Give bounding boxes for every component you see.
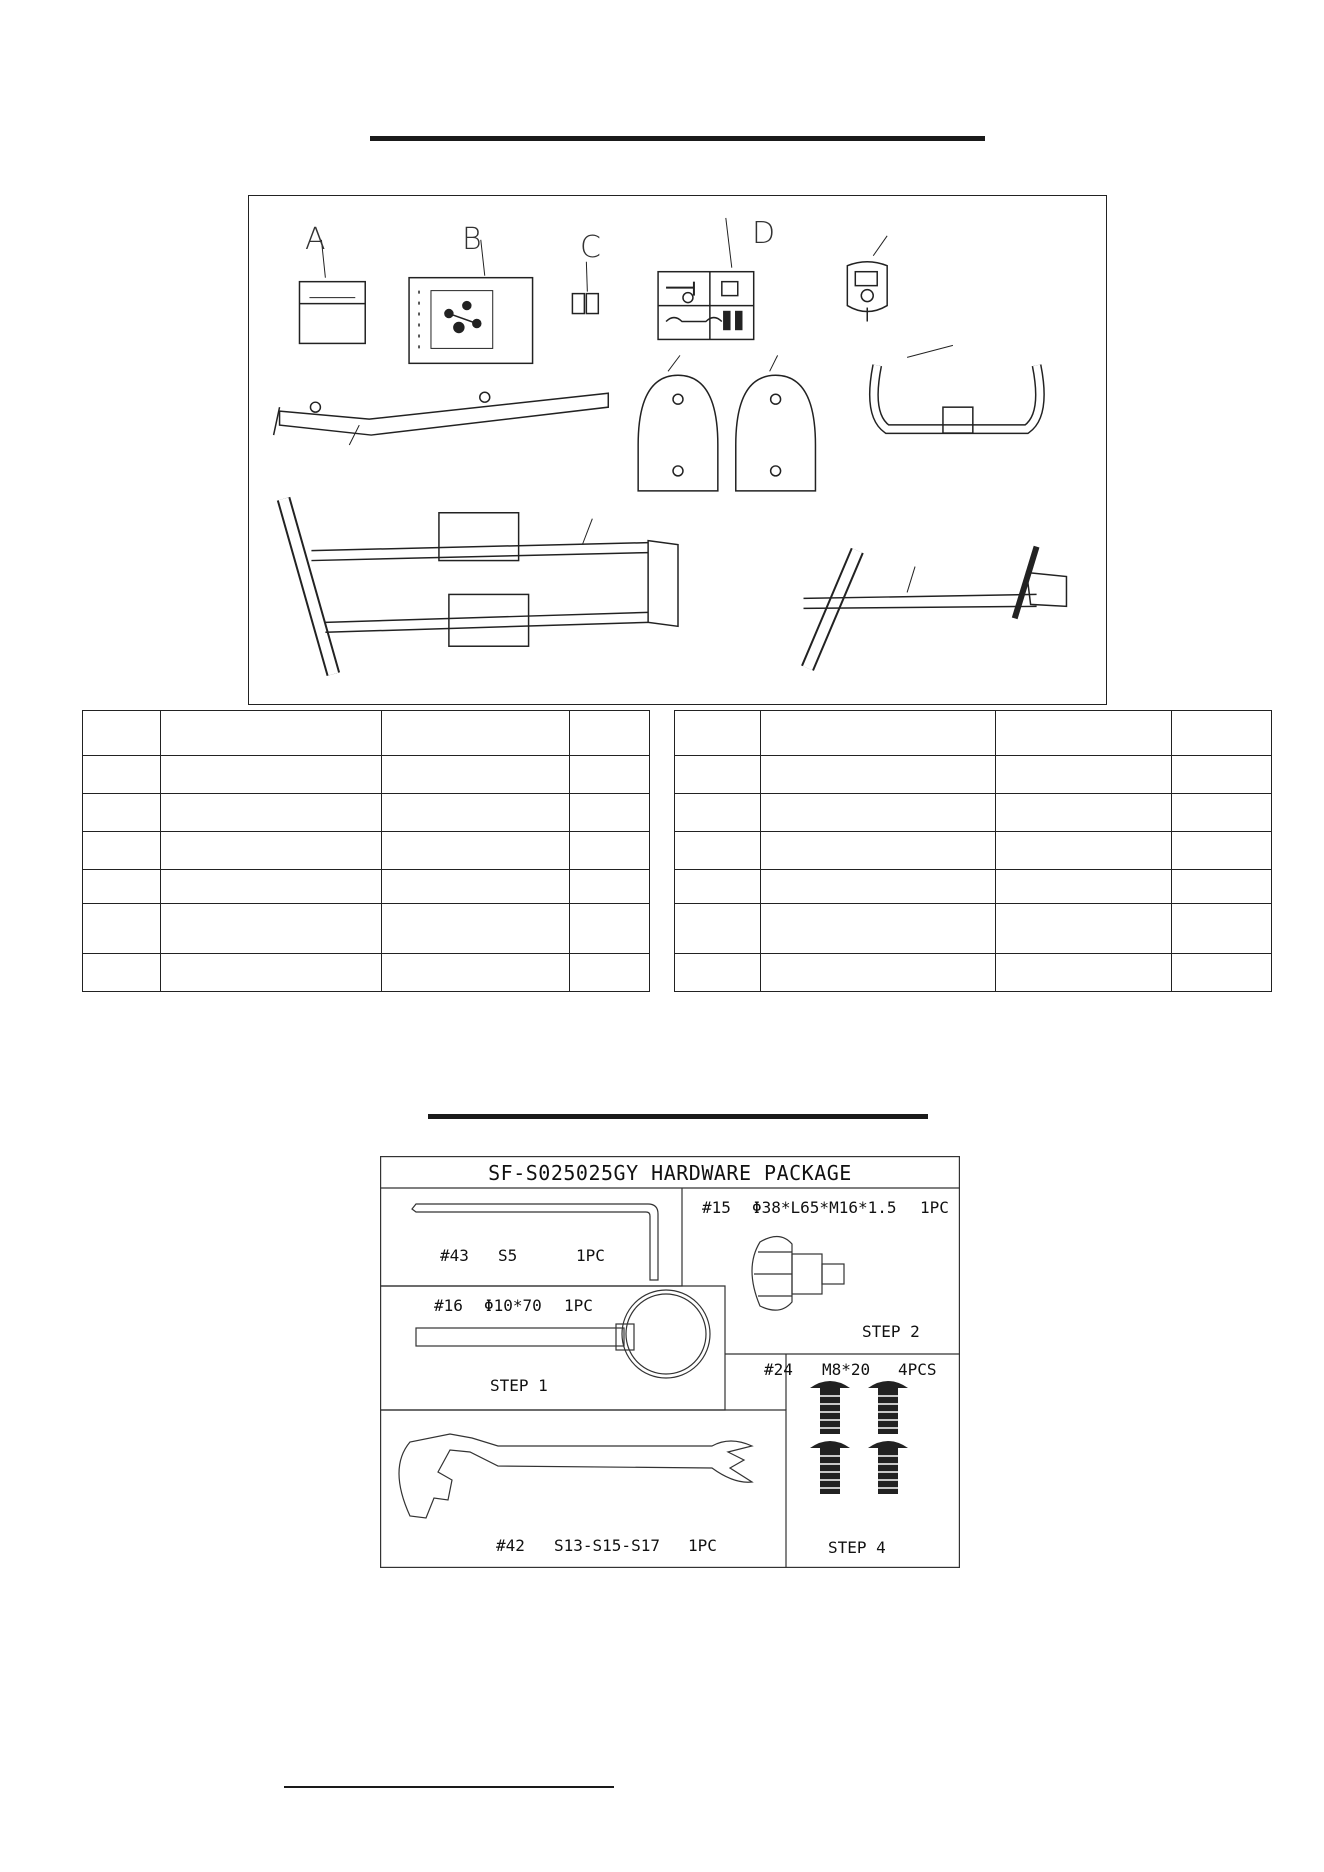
rear-stabilizer-icon (804, 547, 1067, 669)
table-row (675, 794, 1272, 832)
pedal-left-icon (638, 355, 718, 490)
part-letter-d: D (752, 216, 776, 251)
hw-24-step: STEP 4 (828, 1538, 886, 1557)
parts-list-table-right (674, 710, 1272, 992)
parts-illustration (248, 195, 1107, 705)
hw-16-qty: 1PC (564, 1296, 593, 1315)
table-row (83, 954, 650, 992)
front-post-icon (274, 392, 609, 445)
pedal-right-icon (736, 355, 816, 490)
hw-24-id: #24 (764, 1360, 793, 1379)
hw-16-id: #16 (434, 1296, 463, 1315)
table-row (675, 904, 1272, 954)
hw-16-spec: Φ10*70 (484, 1296, 542, 1315)
table-row (83, 904, 650, 954)
clip-icon (572, 262, 598, 314)
table-row (83, 756, 650, 794)
parts-list-table-left (82, 710, 650, 992)
bolt-icon (810, 1381, 908, 1494)
tool-kit-icon (658, 218, 754, 340)
poster-icon (409, 240, 533, 364)
hw-43-qty: 1PC (576, 1246, 605, 1265)
hw-42-id: #42 (496, 1536, 525, 1555)
hw-15-id: #15 (702, 1198, 731, 1217)
hw-16-step: STEP 1 (490, 1376, 548, 1395)
hw-42-spec: S13-S15-S17 (554, 1536, 660, 1555)
part-letter-b: B (462, 222, 482, 257)
part-letter-c: C (580, 230, 601, 265)
hardware-package (380, 1156, 960, 1568)
base-rail-icon (284, 499, 678, 674)
footer-rule (284, 1786, 614, 1788)
table-row (83, 794, 650, 832)
hw-43-spec: S5 (498, 1246, 518, 1265)
hardware-package-title: SF-S025025GY HARDWARE PACKAGE (488, 1161, 852, 1185)
wrench-icon (399, 1434, 752, 1518)
table-row (675, 711, 1272, 756)
table-row (83, 832, 650, 870)
hw-15-spec: Φ38*L65*M16*1.5 (752, 1198, 897, 1217)
hardware-package-drawing (380, 1156, 960, 1568)
part-letter-a: A (305, 222, 326, 257)
table-row (675, 870, 1272, 904)
handlebar-icon (874, 345, 1040, 433)
table-row (675, 832, 1272, 870)
table-row (675, 756, 1272, 794)
section-heading-rule-top (370, 136, 985, 141)
hw-15-qty: 1PC (920, 1198, 949, 1217)
hw-43-id: #43 (440, 1246, 469, 1265)
table-row (675, 954, 1272, 992)
knob-icon (752, 1236, 844, 1310)
parts-drawing (249, 196, 1106, 704)
hw-15-step: STEP 2 (862, 1322, 920, 1341)
hw-24-qty: 4PCS (898, 1360, 937, 1379)
hex-key-icon (412, 1204, 658, 1280)
hw-24-spec: M8*20 (822, 1360, 871, 1379)
console-icon (847, 236, 887, 322)
table-row (83, 711, 650, 756)
hw-42-qty: 1PC (688, 1536, 717, 1555)
table-row (83, 870, 650, 904)
section-heading-rule-hardware (428, 1114, 928, 1119)
